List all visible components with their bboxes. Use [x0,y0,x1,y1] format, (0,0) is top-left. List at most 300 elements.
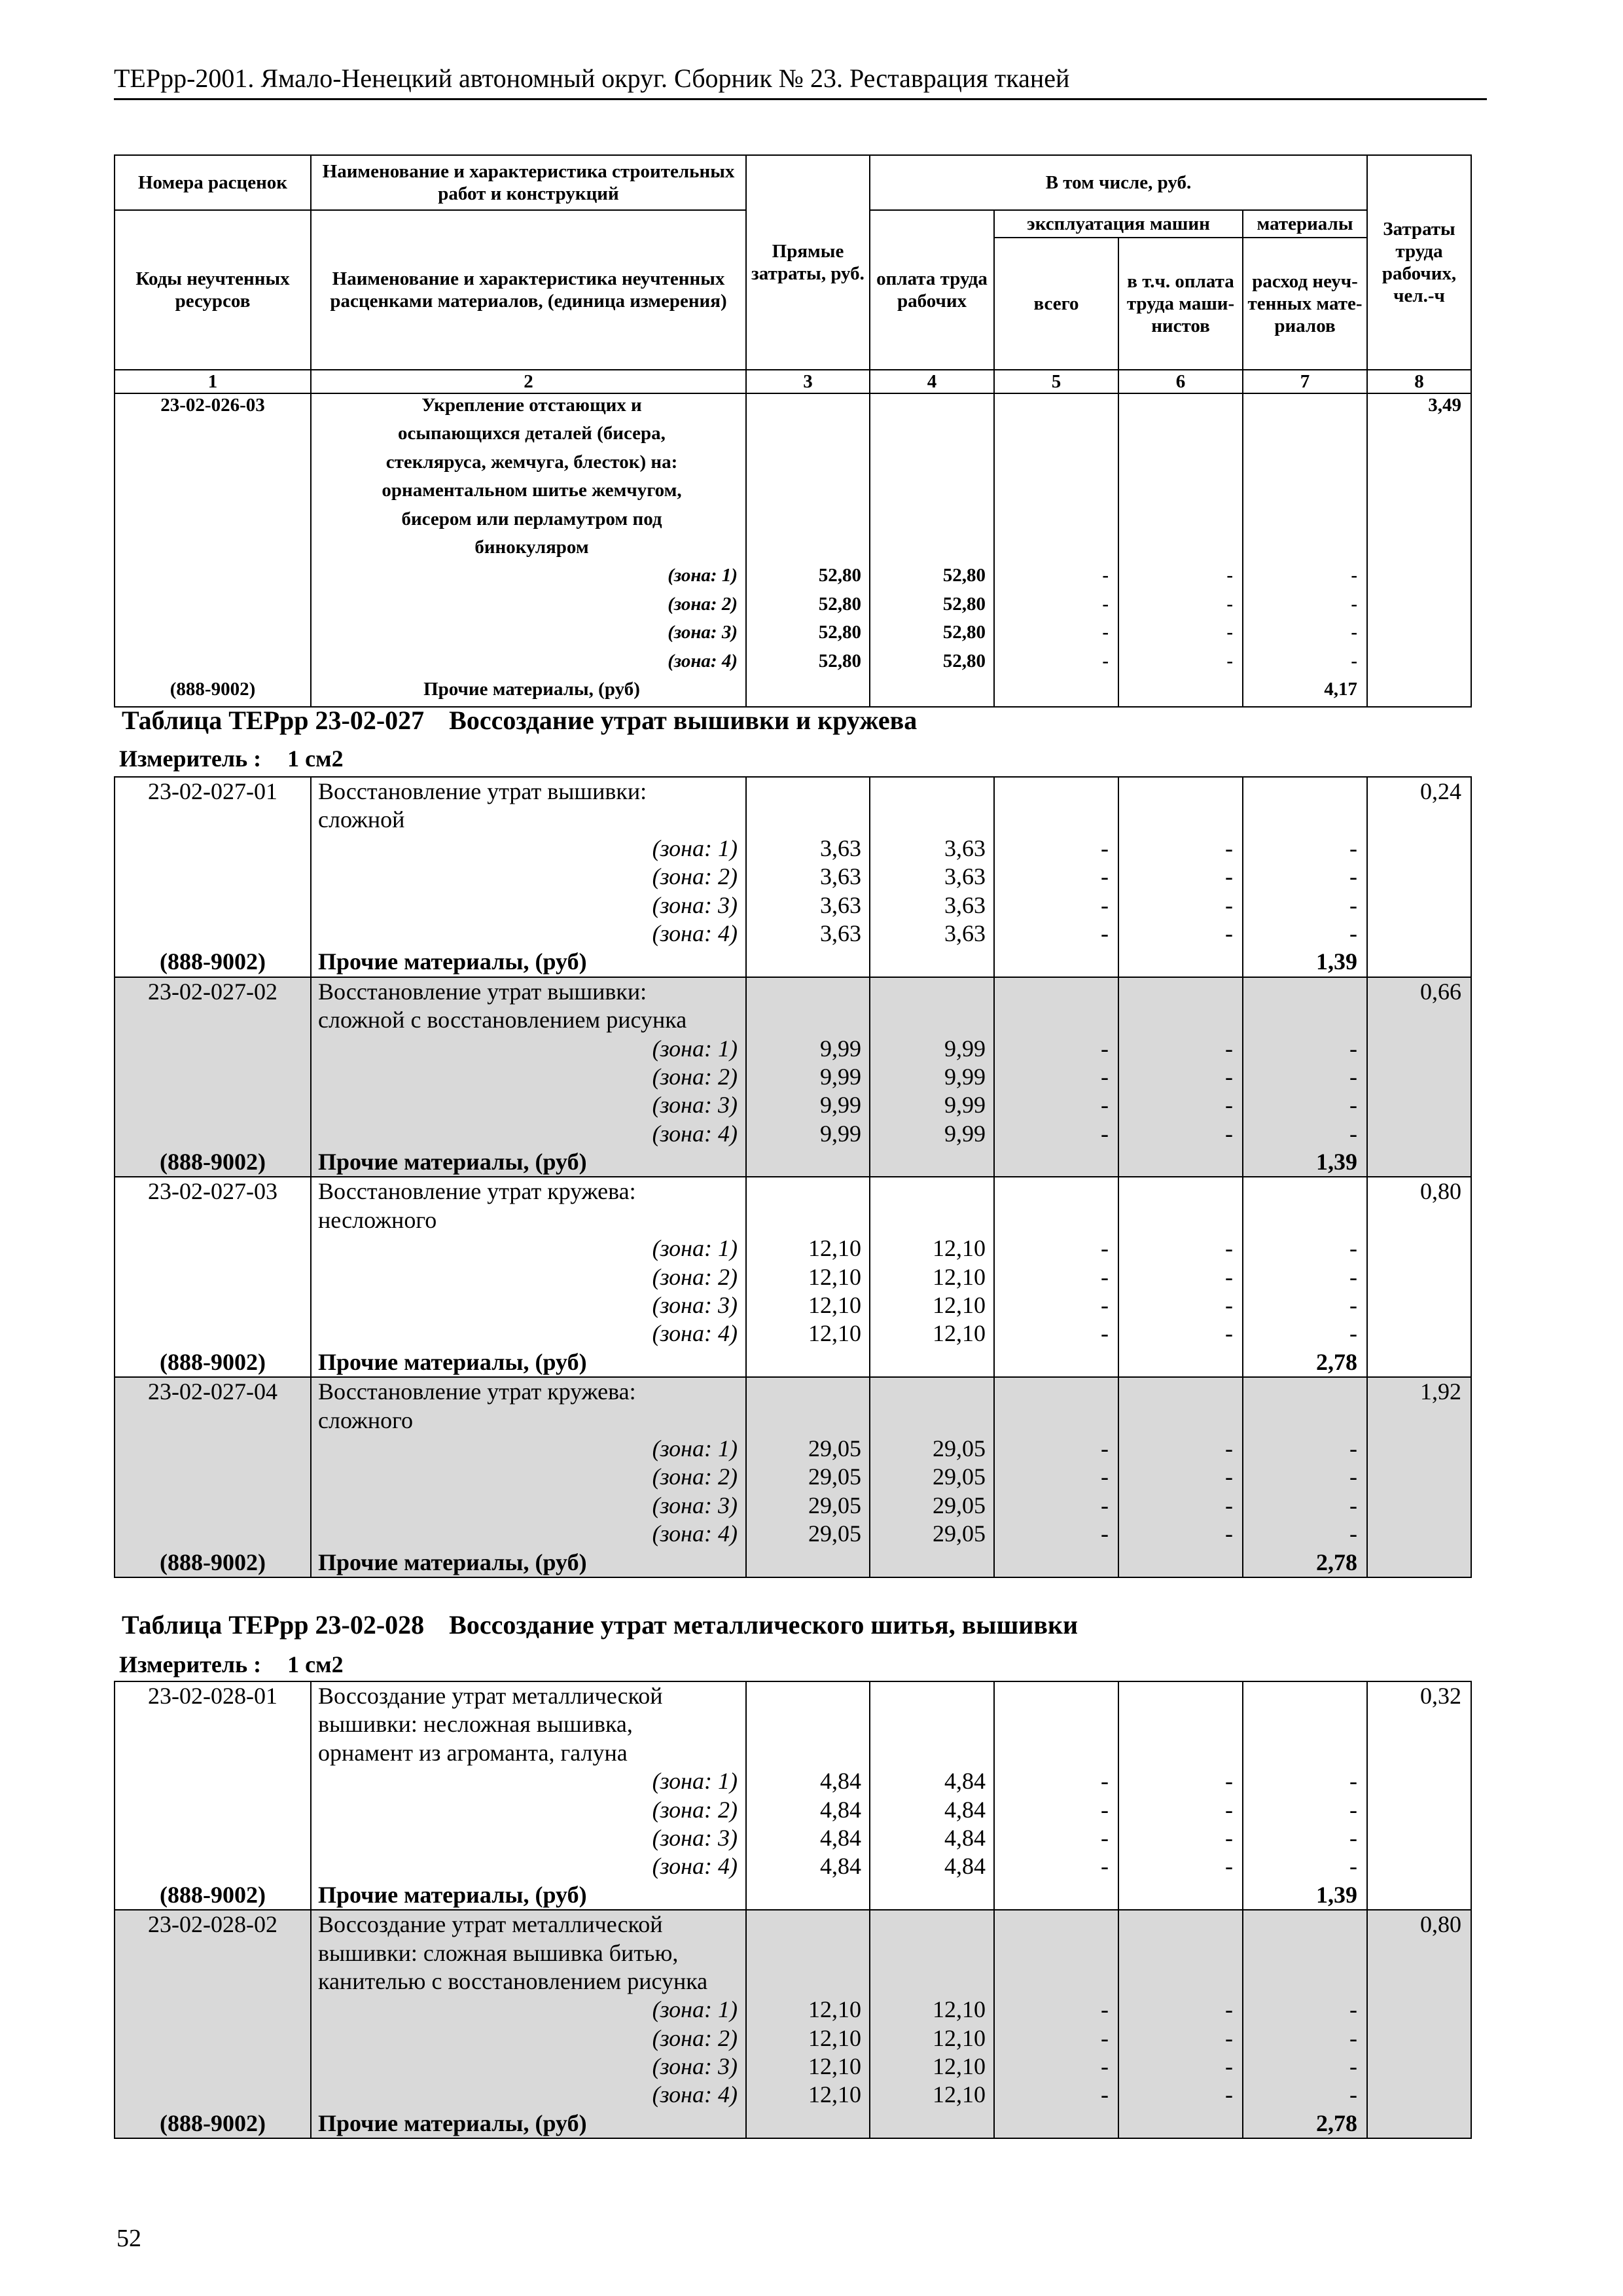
spacer-line [870,806,993,834]
material-consumption: - [1349,1263,1357,1290]
machines-total-cell [994,1681,1118,1910]
header-machine-operation: эксплуатация машин [994,210,1243,238]
spacer-line [1119,778,1242,806]
resource-name: Прочие материалы, (руб) [318,1149,587,1175]
spacer-line [115,508,310,536]
spacer-line [115,2053,310,2081]
description-line: Воссоздание утрат металлической [318,1911,663,1938]
machinist-pay: - [1225,1520,1233,1547]
spacer-line [1119,1710,1242,1738]
spacer-line [870,1967,993,1996]
description-line: орнаментальном шитье жемчугом, [382,480,682,501]
description-line: Восстановление утрат вышивки: [318,978,647,1005]
zone-label: (зона: 2) [652,2024,738,2051]
resource-code: (888-9002) [160,2109,266,2136]
spacer-line [1368,593,1471,621]
machines-total: - [1101,1492,1109,1518]
machines-total: - [1101,920,1109,946]
direct-cost: 29,05 [808,1492,861,1518]
header-machinist-pay: в т.ч. оплата труда маши-нистов [1118,238,1243,370]
machines-total: - [1101,1853,1109,1880]
description-line: Укрепление отстающих и [421,395,642,416]
material-consumption: - [1351,650,1357,672]
machinist-pay: - [1225,2081,1233,2108]
zone-label: (зона: 3) [668,622,738,643]
header-rate-numbers: Номера расценок [115,155,311,210]
rate-description-cell [311,1681,746,1910]
machinist-pay: - [1225,1063,1233,1090]
material-consumption-cell [1243,1177,1367,1377]
material-consumption: - [1349,1492,1357,1518]
material-consumption: - [1351,593,1357,615]
spacer-line [1368,1881,1471,1909]
rate-row [115,1377,1471,1577]
zone-label: (зона: 4) [668,650,738,672]
rate-code: 23-02-027-03 [148,1178,277,1205]
spacer-line [870,422,993,450]
worker-pay: 52,80 [942,650,986,672]
labor-cost-cell [1367,1910,1471,2138]
resource-name: Прочие материалы, (руб) [423,678,640,700]
direct-cost: 3,63 [820,920,861,946]
machinist-pay-cell [1118,1177,1243,1377]
machines-total: - [1101,1463,1109,1490]
machines-total: - [1101,1235,1109,1262]
spacer-line [747,1407,869,1435]
direct-cost: 9,99 [820,1063,861,1090]
machines-total: - [1101,1520,1109,1547]
worker-pay: 9,99 [944,1063,986,1090]
table-title-027 [122,705,917,736]
rate-description-cell [311,977,746,1177]
page-header: ТЕРрр-2001. Ямало-Ненецкий автономный округ. Сборник № 23. Реставрация тканей [114,60,1487,100]
spacer-line [1119,394,1242,422]
spacer-line [1368,920,1471,948]
spacer-line [747,508,869,536]
spacer-line [870,1549,993,1577]
direct-cost-cell [746,977,870,1177]
spacer-line [1243,806,1366,834]
worker-pay: 52,80 [942,565,986,586]
machinist-pay: - [1225,1035,1233,1062]
rate-row [115,777,1471,977]
description-line: Восстановление утрат кружева: [318,1178,636,1205]
spacer-line [1368,948,1471,976]
spacer-line [747,1006,869,1034]
spacer-line [995,778,1118,806]
machines-total: - [1101,891,1109,918]
spacer-line [1119,1881,1242,1909]
spacer-line [1368,1348,1471,1376]
spacer-line [1368,650,1471,678]
material-consumption: - [1349,1063,1357,1090]
spacer-line [115,863,310,891]
spacer-line [870,1006,993,1034]
spacer-line [747,1739,869,1767]
spacer-line [1368,1739,1471,1767]
machines-total: - [1101,1035,1109,1062]
resource-amount: 2,78 [1316,1549,1357,1575]
machines-total: - [1102,622,1109,643]
spacer-line [870,451,993,479]
rate-code-cell [115,1681,311,1910]
spacer-line [1119,451,1242,479]
rates-table-027 [114,776,1472,1578]
labor-cost: 0,80 [1420,1178,1461,1205]
material-consumption: - [1349,1092,1357,1119]
spacer-line [115,1463,310,1491]
spacer-line [1119,1378,1242,1406]
spacer-line [115,621,310,649]
spacer-line [870,1206,993,1234]
spacer-line [115,1319,310,1348]
machinist-pay: - [1225,1768,1233,1795]
machines-total: - [1101,1263,1109,1290]
description-line: стекляруса, жемчуга, блесток) на: [385,451,678,473]
spacer-line [1119,678,1242,706]
spacer-line [115,1120,310,1148]
col-number: 8 [1367,370,1471,393]
spacer-line [1368,508,1471,536]
spacer-line [115,479,310,507]
material-consumption: - [1349,1035,1357,1062]
measure-label: Измеритель : [119,745,262,772]
spacer-line [870,778,993,806]
worker-pay: 12,10 [933,2081,986,2108]
worker-pay: 12,10 [933,1235,986,1262]
col-number: 1 [115,370,311,393]
rate-row [115,977,1471,1177]
spacer-line [1119,536,1242,564]
zone-label: (зона: 3) [652,1824,738,1851]
spacer-line [115,1996,310,2024]
description-line: несложного [318,1206,437,1233]
spacer-line [1368,451,1471,479]
machines-total: - [1101,1996,1109,2023]
spacer-line [1368,1767,1471,1795]
spacer-line [870,1407,993,1435]
zone-label: (зона: 4) [652,920,738,946]
spacer-line [1368,806,1471,834]
spacer-line [747,1206,869,1234]
spacer-line [747,1348,869,1376]
spacer-line [1368,678,1471,706]
spacer-line [115,536,310,564]
spacer-line [1368,1939,1471,1967]
material-consumption: - [1349,891,1357,918]
spacer-line [870,1910,993,1939]
spacer-line [115,1967,310,1996]
machines-total-cell [994,393,1118,707]
worker-pay: 29,05 [933,1435,986,1462]
worker-pay: 52,80 [942,622,986,643]
measure-value: 1 см2 [287,745,344,772]
spacer-line [870,1881,993,1909]
header-including-group: В том числе, руб. [870,155,1367,210]
machines-total: - [1101,1120,1109,1147]
spacer-line [1368,1319,1471,1348]
spacer-line [1119,1682,1242,1710]
spacer-line [995,806,1118,834]
description-line: бинокуляром [474,536,589,558]
rate-row [115,1910,1471,2138]
spacer-line [1119,1739,1242,1767]
spacer-line [747,536,869,564]
zone-label: (зона: 1) [652,1435,738,1462]
spacer-line [1368,1852,1471,1880]
material-consumption-cell [1243,1681,1367,1910]
spacer-line [115,1520,310,1548]
col-number: 5 [994,370,1118,393]
zone-label: (зона: 3) [652,1292,738,1319]
direct-cost: 4,84 [820,1796,861,1823]
labor-cost-cell [1367,1377,1471,1577]
zone-label: (зона: 4) [652,2081,738,2108]
labor-cost-cell [1367,977,1471,1177]
spacer-line [115,451,310,479]
machinist-pay-cell [1118,1377,1243,1577]
measure-label: Измеритель : [119,1651,262,1677]
spacer-line [1368,1234,1471,1263]
spacer-line [1119,479,1242,507]
material-consumption: - [1349,2024,1357,2051]
material-consumption-cell [1243,1910,1367,2138]
rate-description-cell [311,777,746,977]
zone-label: (зона: 3) [652,1092,738,1119]
resource-code: (888-9002) [160,1149,266,1175]
spacer-line [870,2109,993,2138]
resource-name: Прочие материалы, (руб) [318,2109,587,2136]
direct-cost: 12,10 [808,1263,861,1290]
spacer-line [870,479,993,507]
direct-cost: 12,10 [808,1996,861,2023]
labor-cost-cell [1367,1177,1471,1377]
spacer-line [747,1939,869,1967]
spacer-line [995,1881,1118,1909]
spacer-line [1368,2024,1471,2053]
spacer-line [747,451,869,479]
resource-amount: 4,17 [1324,678,1357,700]
material-consumption: - [1349,1435,1357,1462]
machines-total: - [1101,2024,1109,2051]
resource-name: Прочие материалы, (руб) [318,1881,587,1908]
spacer-line [747,1881,869,1909]
spacer-line [1368,1520,1471,1548]
spacer-line [1243,1407,1366,1435]
spacer-line [870,948,993,976]
spacer-line [115,593,310,621]
spacer-line [1368,1549,1471,1577]
spacer-line [995,2109,1118,2138]
spacer-line [1119,1939,1242,1967]
worker-pay: 9,99 [944,1035,986,1062]
table-code: Таблица ТЕРрр 23-02-028 [122,1610,425,1640]
spacer-line [747,1177,869,1206]
zone-label: (зона: 1) [668,565,738,586]
direct-cost: 52,80 [818,565,861,586]
machinist-pay: - [1225,834,1233,861]
spacer-line [115,1006,310,1034]
machines-total: - [1101,1796,1109,1823]
spacer-line [995,948,1118,976]
machinist-pay: - [1225,863,1233,890]
zone-label: (зона: 3) [652,1492,738,1518]
spacer-line [870,1710,993,1738]
material-consumption: - [1349,1796,1357,1823]
rate-code: 23-02-028-01 [148,1683,277,1709]
header-material-name: Наименование и характеристика неучтенных расценками материалов, (единица измерения) [311,210,746,370]
rate-code-cell [115,777,311,977]
material-consumption: - [1351,565,1357,586]
machinist-pay-cell [1118,977,1243,1177]
worker-pay-cell [870,1377,994,1577]
worker-pay: 12,10 [933,1292,986,1319]
worker-pay: 4,84 [944,1824,986,1851]
labor-cost-cell [1367,393,1471,707]
spacer-line [747,678,869,706]
direct-cost: 12,10 [808,1320,861,1347]
worker-pay: 4,84 [944,1853,986,1880]
machines-total: - [1101,863,1109,890]
spacer-line [115,1824,310,1852]
worker-pay-cell [870,393,994,707]
spacer-line [115,1263,310,1291]
spacer-line [995,1348,1118,1376]
machinist-pay: - [1225,1463,1233,1490]
rate-description-cell [311,393,746,707]
machines-total: - [1101,1435,1109,1462]
description-line: вышивки: несложная вышивка, [318,1711,633,1738]
resource-amount: 2,78 [1316,1348,1357,1375]
spacer-line [115,1091,310,1119]
spacer-line [1119,1549,1242,1577]
spacer-line [995,479,1118,507]
rate-description-cell [311,1910,746,2138]
spacer-line [1119,1177,1242,1206]
spacer-line [747,1148,869,1176]
zone-label: (зона: 2) [652,1063,738,1090]
table-name: Воссоздание утрат вышивки и кружева [449,706,918,735]
description-line: Восстановление утрат вышивки: [318,778,647,804]
spacer-line [1243,1739,1366,1767]
machinist-pay-cell [1118,1910,1243,2138]
spacer-line [1119,1407,1242,1435]
spacer-line [115,1291,310,1319]
direct-cost: 9,99 [820,1035,861,1062]
machinist-pay: - [1225,891,1233,918]
spacer-line [115,834,310,863]
material-consumption: - [1349,1292,1357,1319]
worker-pay: 3,63 [944,834,986,861]
machines-total-cell [994,977,1118,1177]
spacer-line [995,1967,1118,1996]
spacer-line [995,1006,1118,1034]
rates-table-26 [114,154,1472,708]
labor-cost-cell [1367,1681,1471,1910]
machines-total-cell [994,1177,1118,1377]
spacer-line [995,1549,1118,1577]
spacer-line [115,1739,310,1767]
resource-name: Прочие материалы, (руб) [318,948,587,975]
rate-code-cell [115,393,311,707]
direct-cost: 9,99 [820,1092,861,1119]
rates-table-028 [114,1681,1472,2139]
rate-code-cell [115,977,311,1177]
zone-label: (зона: 1) [652,1235,738,1262]
material-consumption: - [1349,1824,1357,1851]
direct-cost: 12,10 [808,2024,861,2051]
description-line: Восстановление утрат кружева: [318,1378,636,1405]
spacer-line [1368,863,1471,891]
machinist-pay: - [1225,1824,1233,1851]
labor-cost: 0,24 [1420,778,1461,804]
spacer-line [115,564,310,592]
worker-pay: 12,10 [933,2053,986,2080]
material-consumption: - [1349,834,1357,861]
spacer-line [747,1682,869,1710]
direct-cost: 4,84 [820,1768,861,1795]
zone-label: (зона: 2) [652,863,738,890]
spacer-line [1368,536,1471,564]
machinist-pay: - [1225,1796,1233,1823]
machines-total: - [1101,1292,1109,1319]
direct-cost: 29,05 [808,1520,861,1547]
header-materials: материалы [1243,210,1367,238]
spacer-line [1368,564,1471,592]
worker-pay-cell [870,777,994,977]
spacer-line [115,422,310,450]
machinist-pay: - [1226,650,1233,672]
machines-total-cell [994,1377,1118,1577]
machinist-pay: - [1225,1263,1233,1290]
spacer-line [1119,1910,1242,1939]
description-line: канителью с восстановлением рисунка [318,1967,708,1994]
labor-cost: 0,32 [1420,1683,1461,1709]
spacer-line [995,1939,1118,1967]
spacer-line [115,1063,310,1091]
spacer-line [747,394,869,422]
rate-row [115,1177,1471,1377]
spacer-line [1368,1435,1471,1463]
material-consumption: - [1351,622,1357,643]
direct-cost: 3,63 [820,834,861,861]
resource-name: Прочие материалы, (руб) [318,1348,587,1375]
resource-amount: 1,39 [1316,1149,1357,1175]
direct-cost: 3,63 [820,863,861,890]
spacer-line [115,1939,310,1967]
col-number: 6 [1118,370,1243,393]
spacer-line [1368,1063,1471,1091]
rate-code: 23-02-026-03 [160,395,265,416]
material-consumption: - [1349,2053,1357,2080]
spacer-line [1368,1148,1471,1176]
worker-pay: 9,99 [944,1120,986,1147]
material-consumption: - [1349,1320,1357,1347]
material-consumption-cell [1243,1377,1367,1577]
worker-pay: 29,05 [933,1492,986,1518]
header-machines-total: всего [994,238,1118,370]
rate-description-cell [311,1177,746,1377]
spacer-line [1368,1407,1471,1435]
machines-total: - [1101,1092,1109,1119]
spacer-line [747,1378,869,1406]
direct-cost: 29,05 [808,1463,861,1490]
spacer-line [115,650,310,678]
spacer-line [995,1206,1118,1234]
spacer-line [870,1148,993,1176]
direct-cost: 52,80 [818,622,861,643]
machines-total: - [1101,2081,1109,2108]
